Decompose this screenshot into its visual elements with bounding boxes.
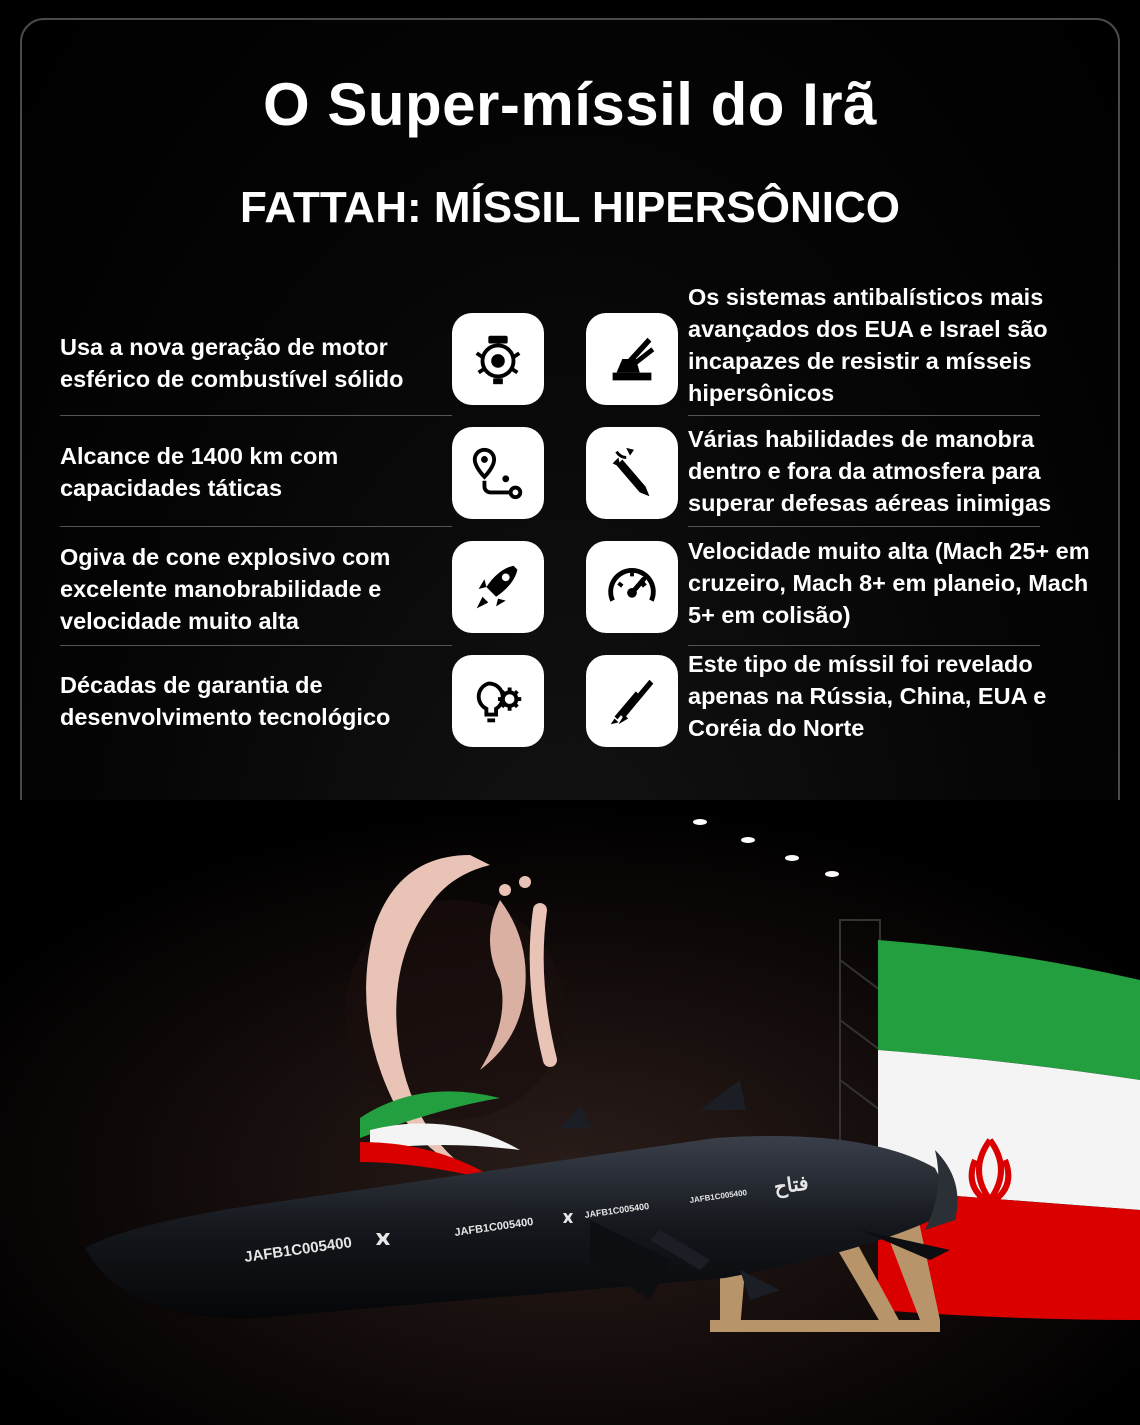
feature-text-warhead: Ogiva de cone explosivo com excelente manobrabilidade e velocidade muito alta (60, 544, 391, 634)
page-subtitle: FATTAH: MÍSSIL HIPERSÔNICO (239, 183, 901, 232)
feature-icon-box (452, 427, 544, 519)
feature-text-countries: Este tipo de míssil foi revelado apenas na Rússia, China, EUA e Coréia do Norte (688, 651, 1047, 741)
page-title: O Super-míssil do Irã (263, 71, 877, 138)
missile-serial: JAFB1C005400 (583, 1201, 650, 1220)
feature-text-speed: Velocidade muito alta (Mach 25+ em cruzeiro, Mach 8+ em planeio, Mach 5+ em colisão) (688, 538, 1090, 628)
feature-icon-box (586, 541, 678, 633)
missile-serial: JAFB1C005400 (453, 1216, 535, 1239)
divider (688, 526, 1040, 527)
feature-text-antiballistic: Os sistemas antibalísticos mais avançados dos EUA e Israel são incapazes de resistir a mísseis hipersônicos (688, 284, 1048, 406)
feature-text-engine: Usa a nova geração de motor esférico de combustível sólido (60, 334, 404, 392)
feature-text-development: Décadas de garantia de desenvolvimento tecnológico (60, 672, 391, 730)
feature-icon-box (452, 313, 544, 405)
missile-serial: JAFB1C005400 (689, 1188, 748, 1205)
maneuver-missile-icon (601, 442, 663, 504)
divider (60, 645, 452, 646)
feature-text-range: Alcance de 1400 km com capacidades táticas (60, 443, 339, 501)
feature-icon-box (452, 541, 544, 633)
route-icon (467, 442, 529, 504)
engine-icon (467, 328, 529, 390)
divider (60, 415, 452, 416)
speedometer-icon (601, 556, 663, 618)
feature-icon-box (452, 655, 544, 747)
feature-icon-box (586, 427, 678, 519)
missile-arabic-label: فتاح (772, 1172, 810, 1199)
missiles-icon (601, 670, 663, 732)
feature-icon-box (586, 655, 678, 747)
divider (60, 526, 452, 527)
divider (688, 415, 1040, 416)
divider (688, 645, 1040, 646)
missile-serial: JAFB1C005400 (243, 1234, 353, 1266)
feature-icon-box (586, 313, 678, 405)
feature-text-maneuver: Várias habilidades de manobra dentro e fora da atmosfera para superar defesas aéreas inimigas (688, 426, 1052, 516)
missile-unveiling-photo (0, 800, 1140, 1425)
rocket-icon (467, 556, 529, 618)
missile-launcher-icon (601, 328, 663, 390)
idea-gear-icon (467, 670, 529, 732)
